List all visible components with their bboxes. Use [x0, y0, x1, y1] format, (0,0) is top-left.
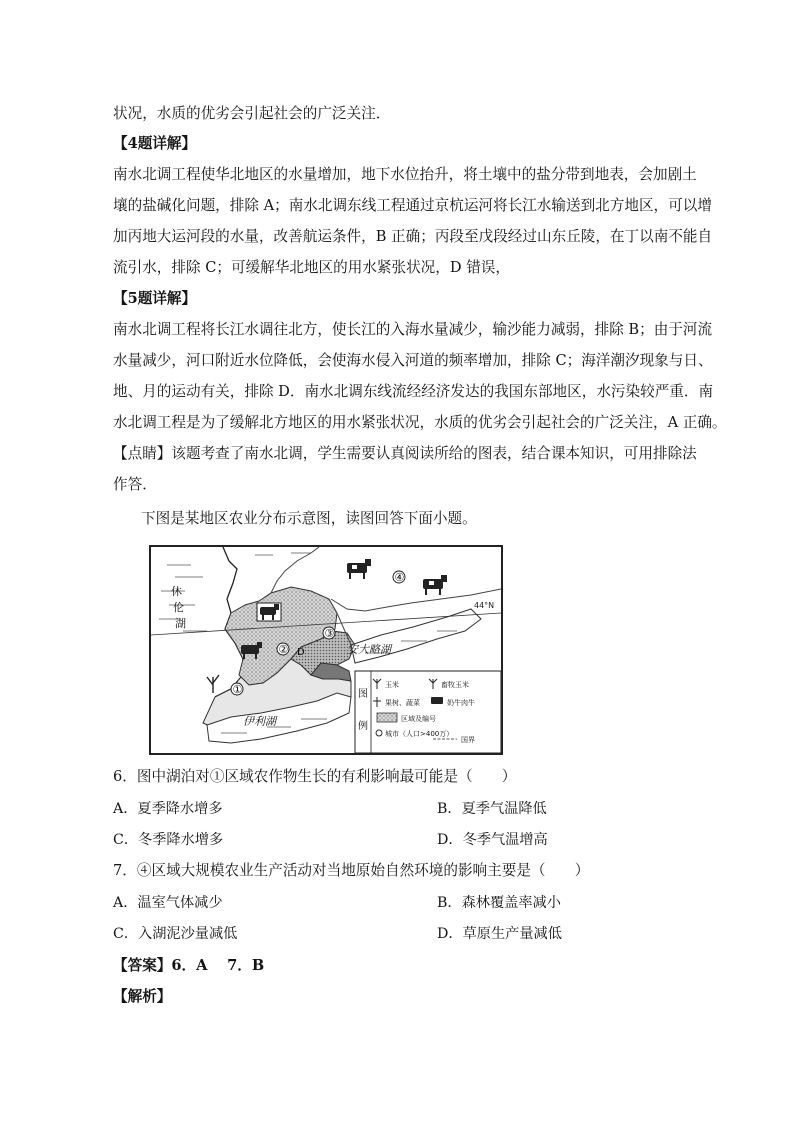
option-6a: A．夏季降水增多	[113, 801, 223, 817]
legend-region: 区域及编号	[401, 715, 436, 723]
option-6b: B．夏季气温降低	[437, 801, 547, 817]
section-heading-q4: 【4题详解】	[113, 135, 197, 152]
question-7: 7．④区域大规模农业生产活动对当地原始自然环境的影响主要是（ ）	[113, 862, 590, 879]
question-6: 6．图中湖泊对①区域农作物生长的有利影响最可能是（ ）	[113, 768, 517, 785]
corn-icon	[207, 675, 219, 693]
dairy-icon	[431, 697, 443, 704]
city-code-label: D	[297, 647, 305, 658]
region-1-label: ①	[232, 683, 243, 696]
option-6c: C．冬季降水增多	[113, 832, 224, 848]
region-4-label: ④	[394, 571, 405, 584]
text-line: 南水北调工程将长江水调往北方，使长江的入海水量减少，输沙能力减弱，排除 B；由于河流	[113, 321, 713, 338]
option-7c: C．入湖泥沙量减低	[113, 926, 238, 942]
comment-line: 作答．	[113, 476, 157, 493]
lake-huron-label-1: 休	[171, 585, 182, 598]
text-line: 壤的盐碱化问题，排除 A；南水北调东线工程通过京杭运河将长江水输送到北方地区，可以增	[113, 197, 712, 214]
legend-fruit-veg: 果树、蔬菜	[385, 699, 420, 707]
text-line: 状况，水质的优劣会引起社会的广泛关注．	[113, 105, 391, 122]
text-line: 南水北调工程使华北地区的水量增加，地下水位抬升，将土壤中的盐分带到地表，会加剧土	[113, 166, 697, 183]
legend-title-2: 例	[358, 721, 368, 732]
option-6d: D．冬季气温增高	[437, 832, 548, 848]
cow-icon	[257, 603, 281, 621]
legend-feed-corn: 畜牧玉米	[441, 681, 469, 689]
legend-corn: 玉米	[385, 681, 399, 689]
legend-dairy: 奶牛肉牛	[447, 699, 475, 707]
lake-huron-label-3: 湖	[175, 617, 186, 630]
option-7d: D．草原生产量减低	[437, 926, 562, 942]
text-line: 水北调工程是为了缓解北方地区的用水紧张状况，水质的优劣会引起社会的广泛关注，A 正确。	[113, 414, 727, 431]
comment-line: 【点睛】该题考查了南水北调，学生需要认真阅读所给的图表，结合课本知识，可用排除法	[113, 445, 697, 462]
text-line: 地、月的运动有关，排除 D．南水北调东线流经经济发达的我国东部地区，水污染较严重．南	[113, 383, 714, 400]
latitude-label: 44°N	[474, 601, 495, 610]
cow-icon	[423, 575, 447, 595]
section-heading-q5: 【5题详解】	[113, 290, 197, 307]
legend-border: 国界	[461, 736, 475, 744]
analysis-heading: 【解析】	[113, 988, 172, 1005]
region-swatch	[377, 713, 397, 722]
option-7b: B．森林覆盖率减小	[437, 895, 561, 911]
answer-line: 【答案】6．A 7．B	[113, 957, 265, 974]
agriculture-map	[149, 545, 503, 755]
region-3-label: ③	[324, 627, 335, 640]
question-intro: 下图是某地区农业分布示意图，读图回答下面小题。	[141, 510, 477, 527]
legend-title-1: 图	[358, 689, 368, 700]
lake-erie-label: 伊利湖	[243, 715, 276, 728]
text-line: 加丙地大运河段的水量，改善航运条件，B 正确；丙段至戊段经过山东丘陵，在丁以南不能自	[113, 228, 713, 245]
legend-city: 城市（人口>400万）	[385, 730, 454, 738]
cow-icon	[347, 559, 371, 579]
lake-ontario-label: 安大略湖	[347, 643, 391, 656]
lake-huron-label-2: 伦	[173, 601, 184, 614]
text-line: 水量减少，河口附近水位降低，会使海水侵入河道的频率增加，排除 C；海洋潮汐现象与日、	[113, 352, 713, 369]
option-7a: A．温室气体减少	[113, 895, 223, 911]
text-line: 流引水，排除 C；可缓解华北地区的用水紧张状况，D 错误，	[113, 259, 510, 276]
region-2-label: ②	[278, 643, 289, 656]
